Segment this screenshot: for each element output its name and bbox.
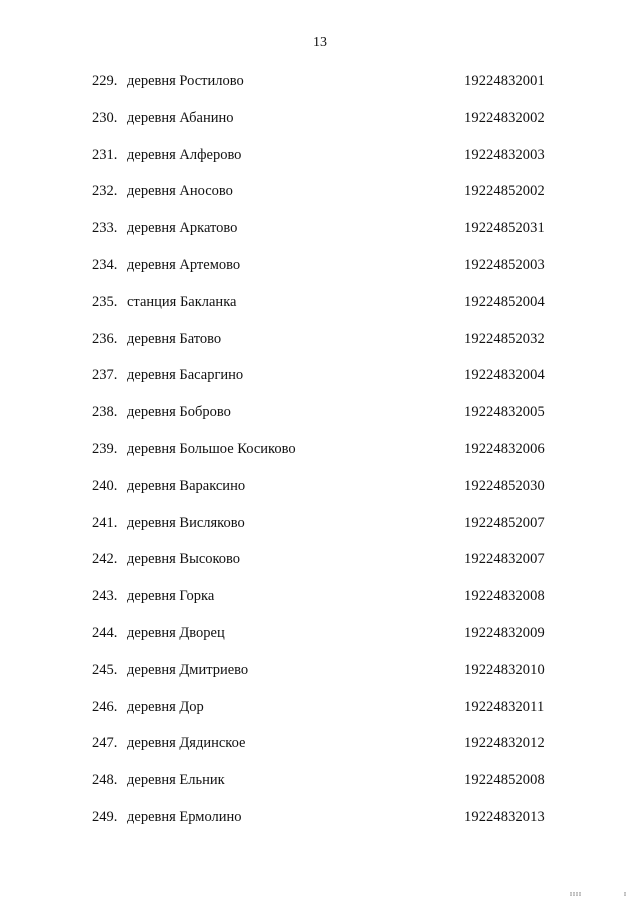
item-code: 19224852004 [464,293,545,310]
item-number: 233. [92,220,118,237]
list-item [0,732,640,769]
item-name: деревня Батово [127,330,222,347]
list-item [0,144,640,181]
item-number: 237. [92,367,118,384]
item-code: 19224832011 [464,698,545,715]
item-number: 230. [92,109,118,126]
item-code: 19224832001 [464,73,545,89]
item-code: 19224832010 [464,661,545,678]
item-number: 245. [92,661,118,678]
item-number: 248. [92,772,118,789]
item-name: деревня Алферово [127,146,242,163]
item-number: 242. [92,551,118,568]
item-name: деревня Дор [127,698,204,715]
list-item [0,180,640,217]
item-code: 19224832007 [464,551,545,568]
list-item [0,622,640,659]
item-code: 19224852032 [464,330,545,347]
list-item [0,438,640,475]
item-name: деревня Дворец [127,624,225,641]
item-code: 19224852008 [464,772,545,789]
list-item [0,659,640,696]
item-code: 19224832008 [464,588,545,605]
item-number: 239. [92,440,118,457]
item-name: деревня Артемово [127,256,241,273]
item-code: 19224832013 [464,808,545,825]
list-item [0,475,640,512]
item-number: 249. [92,808,118,825]
item-name: деревня Ермолино [127,808,242,825]
item-code: 19224852002 [464,183,545,200]
page-number: 13 [313,35,327,50]
item-code: 19224832003 [464,146,545,163]
item-number: 232. [92,183,118,200]
footer-tick: I [624,892,626,898]
item-code: 19224832004 [464,367,545,384]
item-number: 240. [92,477,118,494]
item-name: деревня Ростилово [127,73,244,89]
item-name: деревня Большое Косиково [127,440,296,457]
list-item [0,217,640,254]
item-code: 19224832006 [464,440,545,457]
list-item [0,70,640,107]
list-item [0,512,640,549]
list-item [0,107,640,144]
item-number: 231. [92,146,118,163]
item-name: деревня Басаргино [127,367,244,384]
item-number: 238. [92,404,118,421]
item-number: 244. [92,624,118,641]
list-item [0,254,640,291]
item-number: 235. [92,293,118,310]
item-name: деревня Боброво [127,404,231,421]
item-name: деревня Вараксино [127,477,246,494]
item-code: 19224852030 [464,477,545,494]
list-item [0,328,640,365]
item-code: 19224832002 [464,109,545,126]
item-name: деревня Горка [127,588,215,605]
settlement-list [0,70,640,843]
list-item [0,585,640,622]
list-item [0,401,640,438]
item-name: деревня Дядинское [127,735,246,752]
item-code: 19224852003 [464,256,545,273]
item-code: 19224832012 [464,735,545,752]
item-name: деревня Дмитриево [127,661,249,678]
item-code: 19224832005 [464,404,545,421]
item-name: деревня Высоково [127,551,241,568]
item-name: деревня Аносово [127,183,233,200]
list-item [0,548,640,585]
item-name: станция Бакланка [127,293,237,310]
item-name: деревня Висляково [127,514,245,531]
list-item [0,291,640,328]
item-code: 19224852031 [464,220,545,237]
item-number: 246. [92,698,118,715]
item-number: 241. [92,514,118,531]
item-code: 19224852007 [464,514,545,531]
list-item [0,696,640,733]
item-name: деревня Аркатово [127,220,238,237]
item-number: 229. [92,73,118,89]
item-number: 234. [92,256,118,273]
item-number: 247. [92,735,118,752]
item-name: деревня Абанино [127,109,234,126]
item-number: 243. [92,588,118,605]
list-item [0,364,640,401]
list-item [0,806,640,843]
footer-mark: IIII [570,892,582,898]
item-name: деревня Ельник [127,772,225,789]
list-item [0,769,640,806]
item-code: 19224832009 [464,624,545,641]
item-number: 236. [92,330,118,347]
